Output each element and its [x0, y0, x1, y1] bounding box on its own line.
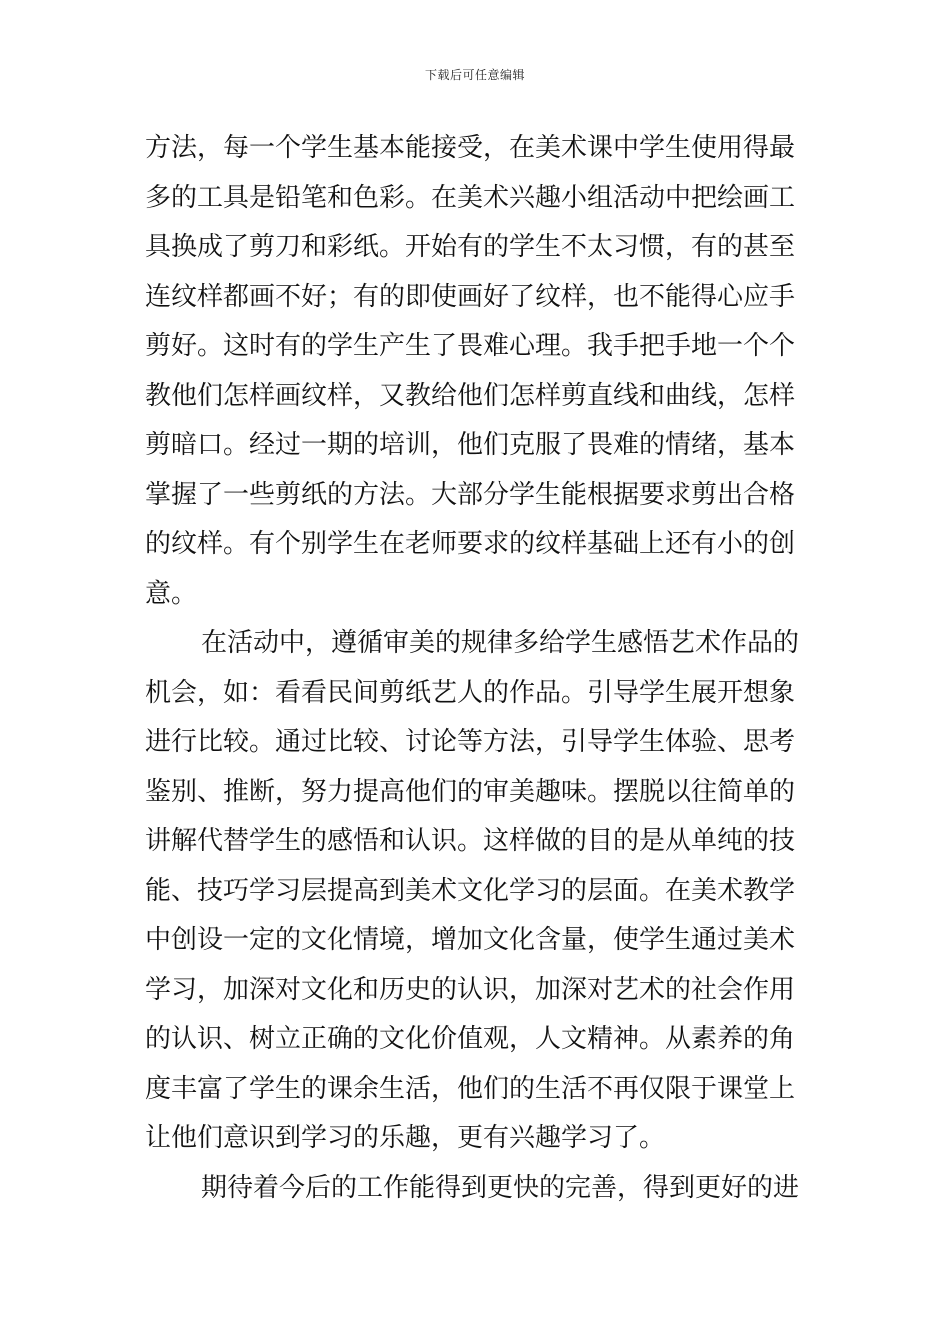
text-line: 中创设一定的文化情境，增加文化含量，使学生通过美术: [145, 925, 796, 955]
text-line: 鉴别、推断，努力提高他们的审美趣味。摆脱以往简单的: [145, 776, 796, 807]
text-line: 连纹样都画不好；有的即使画好了纹样，也不能得心应手: [145, 281, 796, 312]
text-line: 进行比较。通过比较、讨论等方法，引导学生体验、思考: [145, 727, 796, 757]
paragraph-start-line: 在活动中，遵循审美的规律多给学生感悟艺术作品的: [201, 628, 800, 658]
text-line: 讲解代替学生的感悟和认识。这样做的目的是从单纯的技: [145, 826, 796, 856]
text-line: 让他们意识到学习的乐趣，更有兴趣学习了。: [145, 1123, 666, 1153]
text-line: 教他们怎样画纹样，又教给他们怎样剪直线和曲线，怎样: [145, 380, 796, 411]
text-line: 机会，如：看看民间剪纸艺人的作品。引导学生展开想象: [145, 677, 796, 708]
text-line: 多的工具是铅笔和色彩。在美术兴趣小组活动中把绘画工: [145, 182, 796, 213]
text-line: 的纹样。有个别学生在老师要求的纹样基础上还有小的创: [145, 529, 796, 559]
text-line: 能、技巧学习层提高到美术文化学习的层面。在美术教学: [145, 875, 796, 906]
body-text: [145, 124, 810, 1213]
text-line: 掌握了一些剪纸的方法。大部分学生能根据要求剪出合格: [145, 479, 796, 510]
text-line: 剪暗口。经过一期的培训，他们克服了畏难的情绪，基本: [145, 430, 796, 460]
paragraph-start-line: 期待着今后的工作能得到更快的完善，得到更好的进: [201, 1172, 800, 1203]
text-line: 学习，加深对文化和历史的认识，加深对艺术的社会作用: [145, 974, 796, 1005]
text-line: 的认识、树立正确的文化价值观，人文精神。从素养的角: [145, 1024, 796, 1054]
text-line: 剪好。这时有的学生产生了畏难心理。我手把手地一个个: [145, 331, 796, 361]
text-line: 意。: [145, 578, 198, 609]
text-line: 方法，每一个学生基本能接受，在美术课中学生使用得最: [145, 133, 796, 163]
text-line: 度丰富了学生的课余生活，他们的生活不再仅限于课堂上: [145, 1073, 796, 1104]
header-note: 下载后可任意编辑: [424, 68, 525, 82]
text-line: 具换成了剪刀和彩纸。开始有的学生不太习惯，有的甚至: [145, 232, 796, 262]
